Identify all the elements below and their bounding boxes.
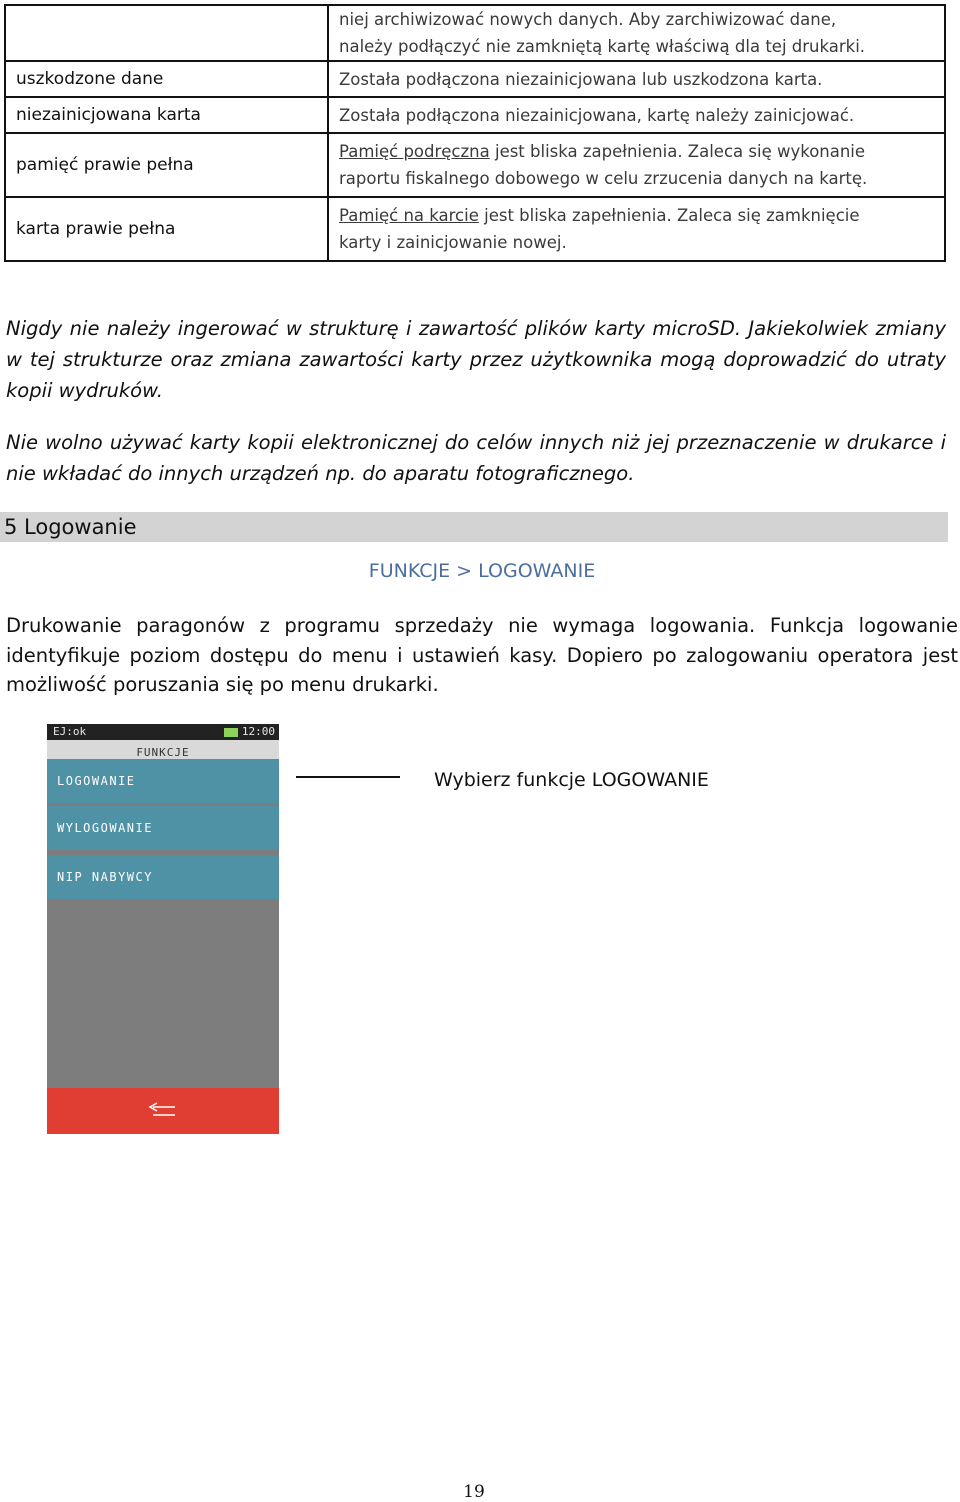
warning-microsd-structure: Nigdy nie należy ingerować w strukturę i zawartość plików karty microSD. Jakiekolwiek zmiany w tej strukturze oraz zmiana zawartości karty przez użytkownika mogą doprowadzić do utraty kopii wydruków. (6, 317, 946, 402)
menu-item-wylogowanie[interactable]: WYLOGOWANIE (47, 806, 279, 850)
status-name: uszkodzone dane (5, 61, 328, 97)
status-description: Pamięć podręczna jest bliska zapełnienia. Zaleca się wykonanie raportu fiskalnego dobowego w celu zrzucenia danych na kartę. (328, 133, 945, 197)
card-status-table (4, 4, 946, 262)
status-description: niej archiwizować nowych danych. Aby zarchiwizować dane, należy podłączyć nie zamkniętą kartę właściwą dla tej drukarki. (328, 5, 945, 61)
table-row (5, 133, 945, 197)
ej-status: EJ:ok (53, 725, 87, 738)
status-name: niezainicjowana karta (5, 97, 328, 133)
menu-item-nip-nabywcy[interactable]: NIP NABYWCY (47, 855, 279, 899)
device-header: FUNKCJE (47, 740, 279, 766)
battery-icon (224, 728, 238, 737)
status-name: pamięć prawie pełna (5, 133, 328, 197)
table-row (5, 61, 945, 97)
status-description: Pamięć na karcie jest bliska zapełnienia. Zaleca się zamknięcie karty i zainicjowanie nowej. (328, 197, 945, 261)
device-status-bar (47, 724, 279, 740)
page-number: 19 (463, 1482, 485, 1502)
status-name (5, 5, 328, 61)
section-heading-bar (0, 512, 948, 542)
callout-text: Wybierz funkcje LOGOWANIE (434, 769, 709, 791)
body-paragraph: Drukowanie paragonów z programu sprzedaży nie wymaga logowania. Funkcja logowanie identyfikuje poziom dostępu do menu i ustawień kasy. Dopiero po zalogowaniu operatora jest możliwość poruszania się po menu drukarki. (6, 614, 958, 696)
table-row (5, 5, 945, 61)
status-name: karta prawie pełna (5, 197, 328, 261)
warning-card-usage: Nie wolno używać karty kopii elektronicznej do celów innych niż jej przeznaczenie w drukarce i nie wkładać do innych urządzeń np. do aparatu fotograficznego. (6, 431, 946, 485)
status-description: Została podłączona niezainicjowana, kartę należy zainicjować. (328, 97, 945, 133)
section-title: 5 Logowanie (4, 515, 137, 539)
back-button[interactable] (47, 1088, 279, 1134)
callout-line (296, 776, 400, 778)
menu-path: FUNKCJE > LOGOWANIE (368, 560, 596, 582)
table-row (5, 197, 945, 261)
device-clock: 12:00 (241, 725, 275, 738)
device-screen (47, 724, 279, 1134)
back-arrow-icon (147, 1102, 179, 1120)
table-row (5, 97, 945, 133)
menu-item-logowanie[interactable]: LOGOWANIE (47, 759, 279, 803)
status-description: Została podłączona niezainicjowana lub uszkodzona karta. (328, 61, 945, 97)
